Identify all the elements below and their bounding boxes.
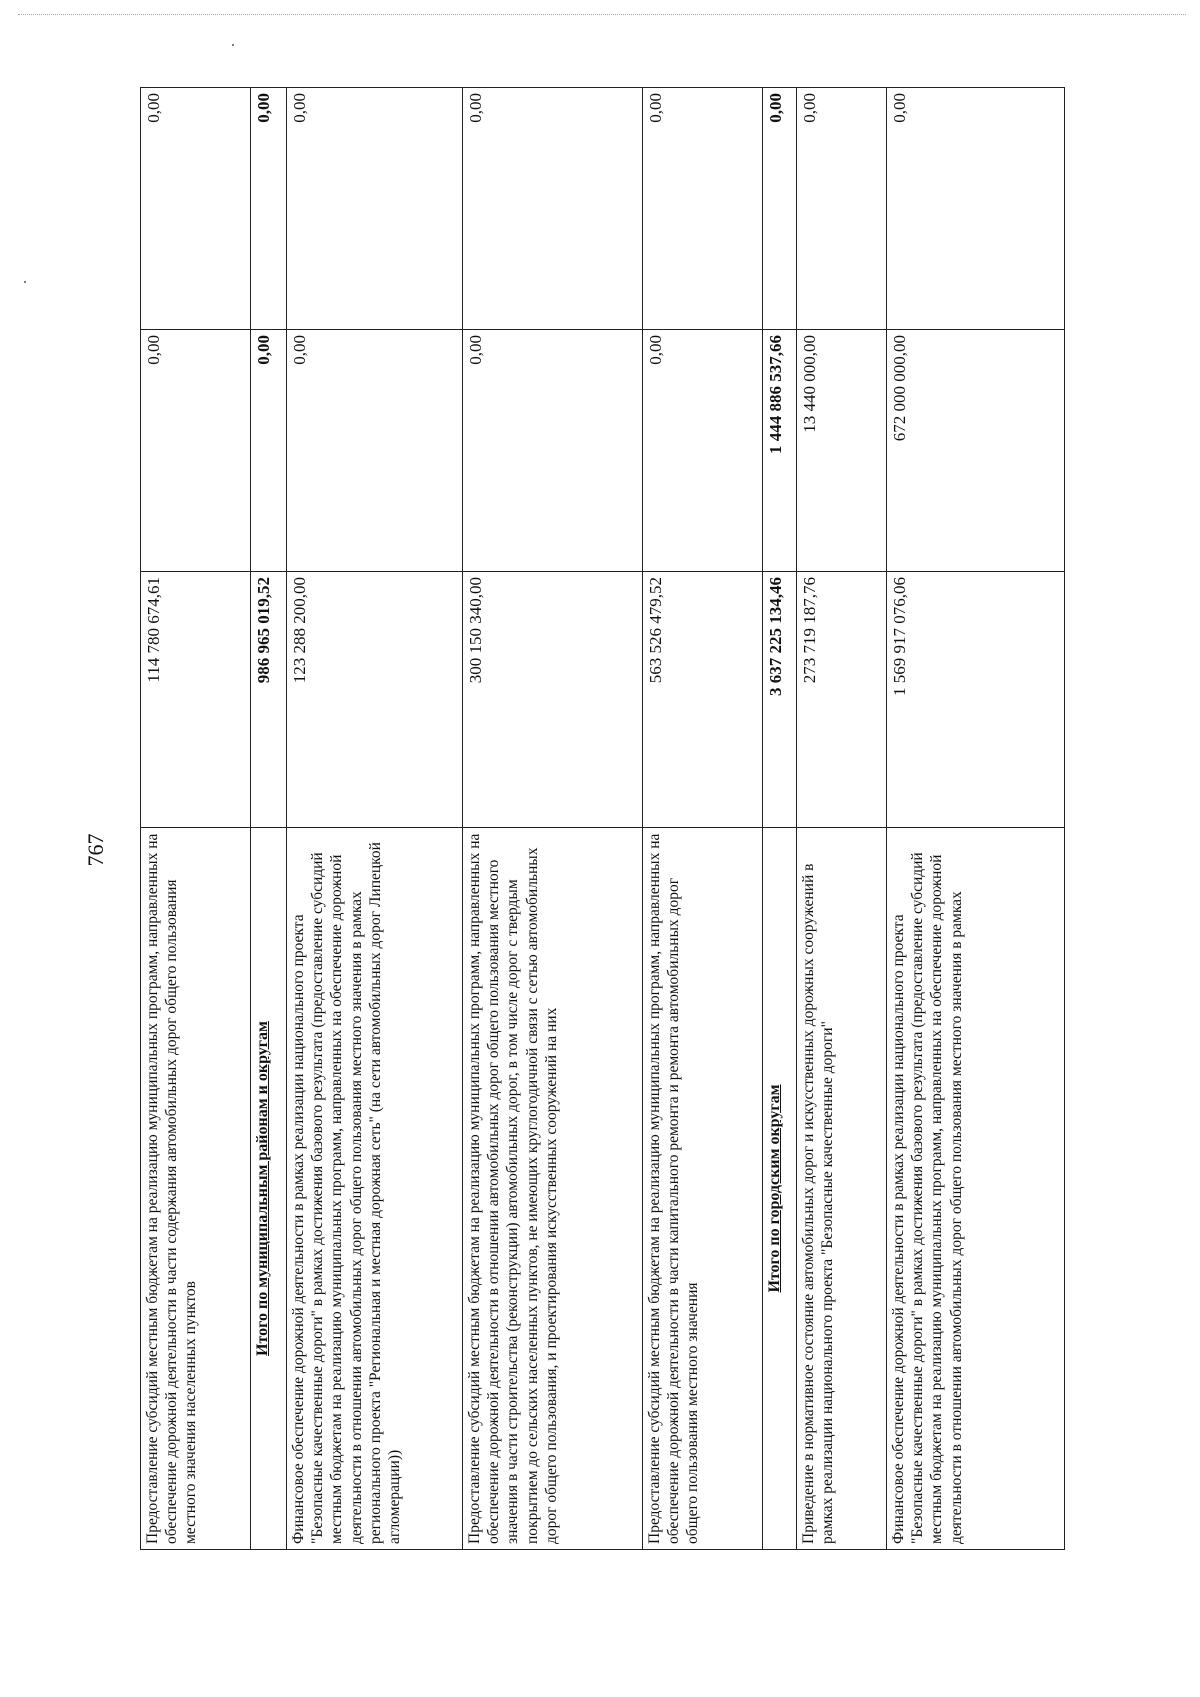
total-value-1: 986 965 019,52: [251, 572, 287, 828]
total-value-2: 1 444 886 537,66: [763, 330, 797, 572]
table-row-total: [251, 88, 287, 1550]
row-description: Предоставление субсидий местным бюджетам на реализацию муниципальных программ, направленных на обеспечение дорожной деятельности в отношении автомобильных дорог общего пользования местного значения в части строительства (реконструкции) автомобильных дорог, в том числе дорог с твердым покрытием до сельских населенных пунктов, не имеющих круглогодичной связи с сетью автомобильных дорог общего пользования, и проектирования искусственных сооружений на них: [463, 828, 643, 1550]
row-value-1: 1 569 917 076,06: [887, 572, 1065, 828]
row-value-1: 123 288 200,00: [287, 572, 463, 828]
row-value-1: 273 719 187,76: [797, 572, 887, 828]
row-value-1: 563 526 479,52: [643, 572, 763, 828]
table-row: [463, 88, 643, 1550]
table-row: [887, 88, 1065, 1550]
row-value-3: 0,00: [287, 88, 463, 330]
row-value-1: 114 780 674,61: [141, 572, 251, 828]
row-value-3: 0,00: [797, 88, 887, 330]
budget-table: [140, 87, 1065, 1550]
scan-speck: [24, 281, 26, 283]
total-label: Итого по муниципальным районам и округам: [251, 828, 287, 1550]
row-value-1: 300 150 340,00: [463, 572, 643, 828]
budget-table-rotated: [140, 88, 1064, 1550]
row-value-2: 0,00: [141, 330, 251, 572]
row-value-3: 0,00: [463, 88, 643, 330]
row-description: Финансовое обеспечение дорожной деятельности в рамках реализации национального проекта "Безопасные качественные дороги" в рамках достижения базового результата (предоставление субсидий местным бюджетам на реализацию муниципальных программ, направленных на обеспечение дорожной деятельности в отношении автомобильных дорог общего пользования местного значения в рамках регионального проекта "Региональная и местная дорожная сеть" (на сети автомобильных дорог Липецкой агломерации)): [287, 828, 463, 1550]
table-row: [287, 88, 463, 1550]
row-value-2: 672 000 000,00: [887, 330, 1065, 572]
total-value-1: 3 637 225 134,46: [763, 572, 797, 828]
page-number: 767: [83, 833, 108, 867]
row-description: Финансовое обеспечение дорожной деятельности в рамках реализации национального проекта "Безопасные качественные дороги" в рамках достижения базового результата (предоставление субсидий местным бюджетам на реализацию муниципальных программ, направленных на обеспечение дорожной деятельности в отношении автомобильных дорог общего пользования местного значения в рамках: [887, 828, 1065, 1550]
table-row-total: [763, 88, 797, 1550]
row-value-3: 0,00: [141, 88, 251, 330]
row-value-2: 0,00: [287, 330, 463, 572]
scan-speck: [232, 44, 234, 46]
row-value-3: 0,00: [643, 88, 763, 330]
row-value-2: 13 440 000,00: [797, 330, 887, 572]
table-row: [797, 88, 887, 1550]
row-value-2: 0,00: [643, 330, 763, 572]
total-value-3: 0,00: [763, 88, 797, 330]
total-value-3: 0,00: [251, 88, 287, 330]
scan-edge-line: [18, 14, 1186, 15]
table-row: [643, 88, 763, 1550]
row-description: Предоставление субсидий местным бюджетам на реализацию муниципальных программ, направленных на обеспечение дорожной деятельности в части содержания автомобильных дорог общего пользования местного значения населенных пунктов: [141, 828, 251, 1550]
total-label: Итого по городским округам: [763, 828, 797, 1550]
total-value-2: 0,00: [251, 330, 287, 572]
row-description: Приведение в нормативное состояние автомобильных дорог и искусственных дорожных сооружений в рамках реализации национального проекта "Безопасные качественные дороги": [797, 828, 887, 1550]
row-value-2: 0,00: [463, 330, 643, 572]
row-value-3: 0,00: [887, 88, 1065, 330]
table-row: [141, 88, 251, 1550]
row-description: Предоставление субсидий местным бюджетам на реализацию муниципальных программ, направленных на обеспечение дорожной деятельности в части капитального ремонта и ремонта автомобильных дорог общего пользования местного значения: [643, 828, 763, 1550]
